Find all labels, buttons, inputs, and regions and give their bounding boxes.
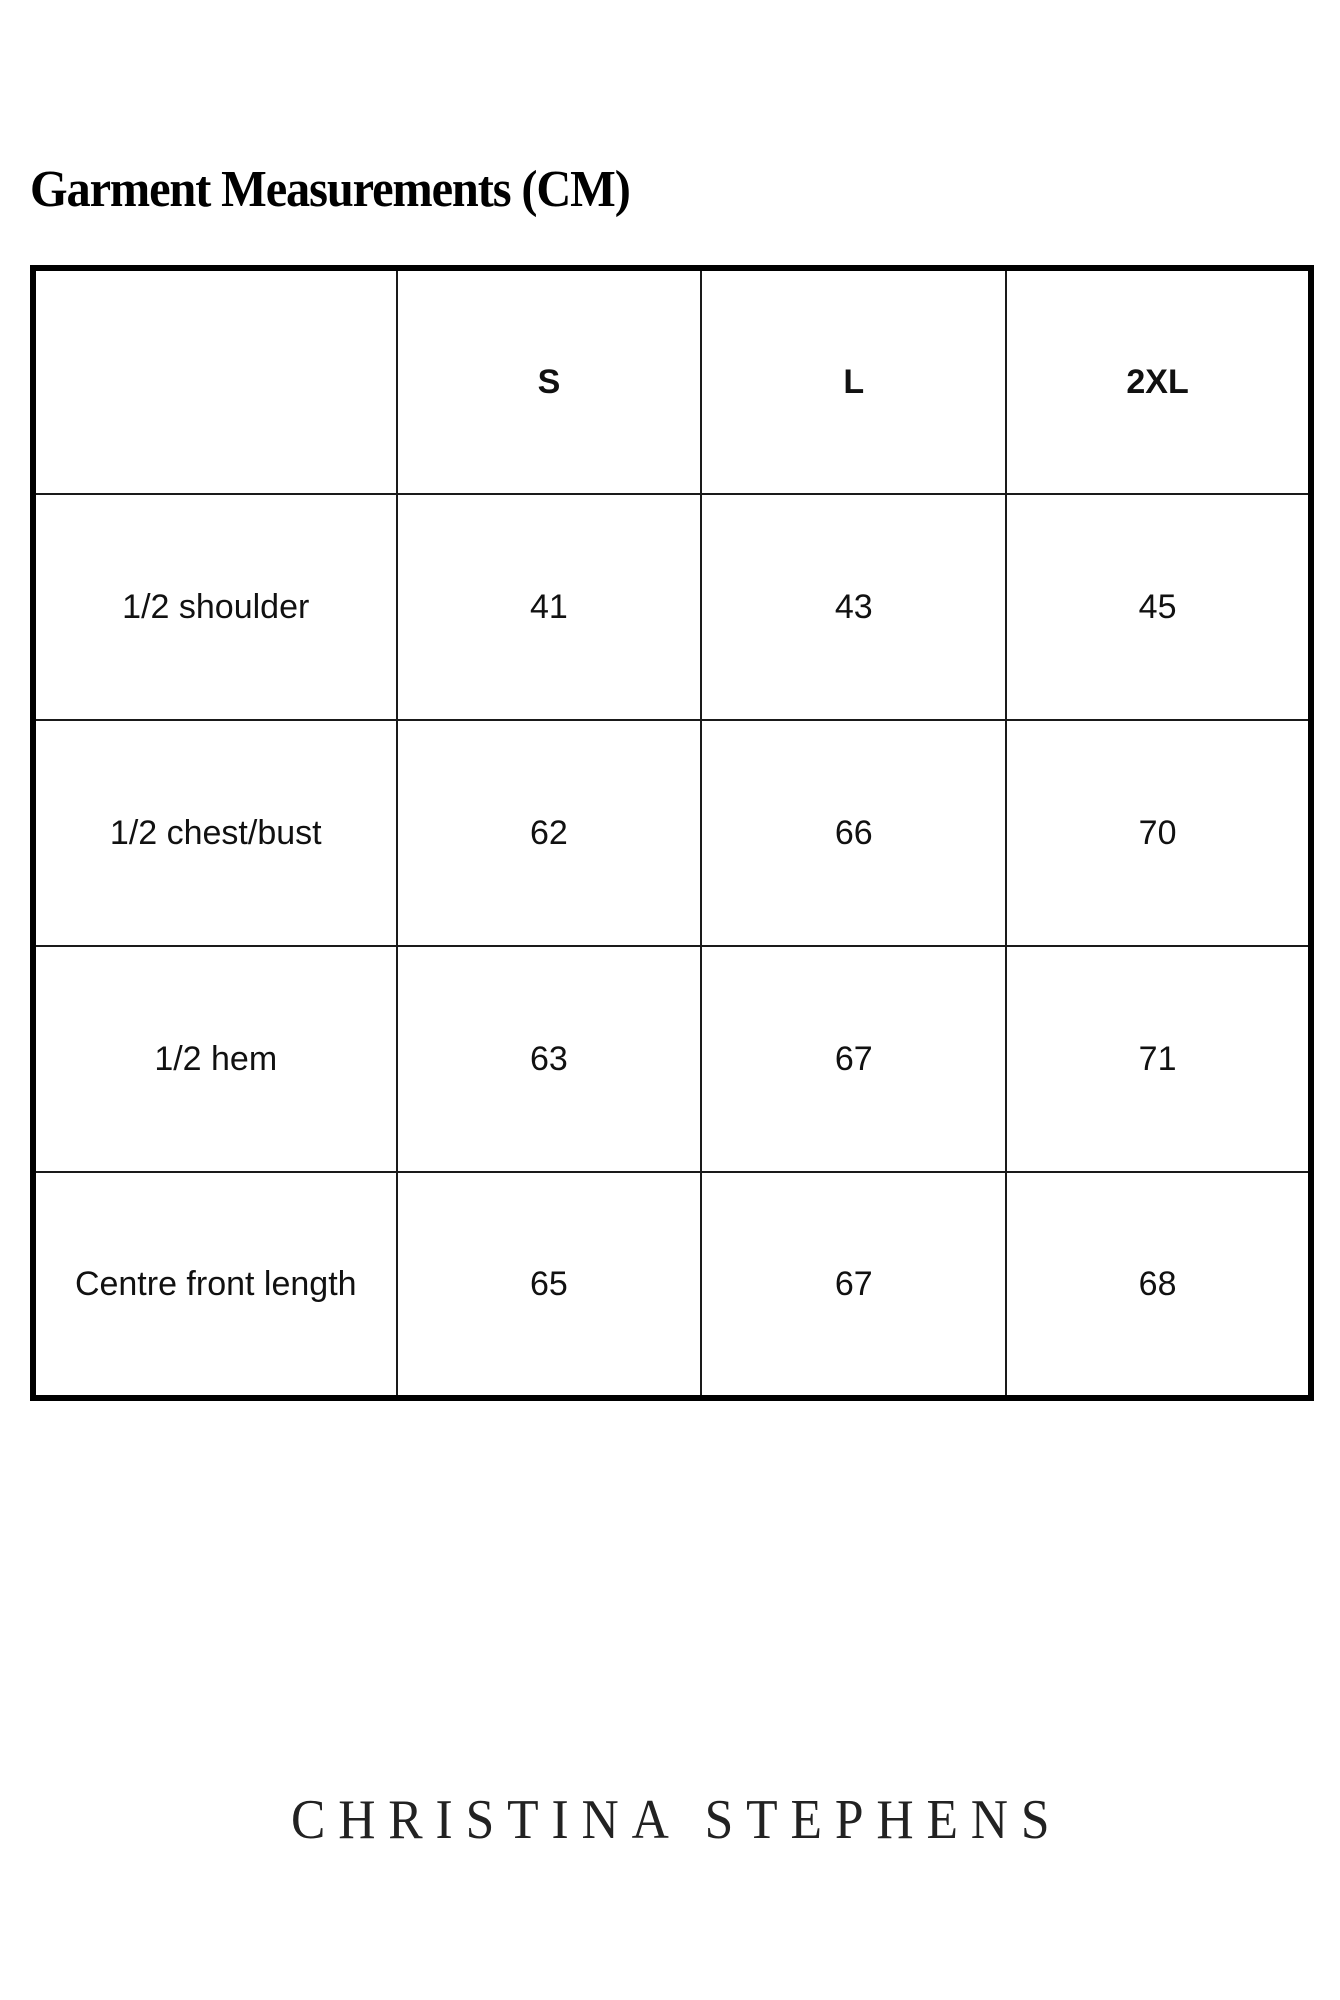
row-label-hem: 1/2 hem [33, 946, 397, 1172]
cell-hem-s: 63 [397, 946, 702, 1172]
size-header-s: S [397, 268, 702, 494]
cell-length-s: 65 [397, 1172, 702, 1398]
cell-shoulder-s: 41 [397, 494, 702, 720]
table-row [33, 946, 1311, 1172]
row-label-centre-front-length: Centre front length [33, 1172, 397, 1398]
table-header-row [33, 268, 1311, 494]
cell-chest-s: 62 [397, 720, 702, 946]
cell-hem-l: 67 [701, 946, 1006, 1172]
size-chart-table [30, 265, 1314, 1401]
cell-hem-2xl: 71 [1006, 946, 1311, 1172]
row-label-chest-bust: 1/2 chest/bust [33, 720, 397, 946]
size-header-l: L [701, 268, 1006, 494]
cell-chest-2xl: 70 [1006, 720, 1311, 946]
row-label-shoulder: 1/2 shoulder [33, 494, 397, 720]
corner-header-cell [33, 268, 397, 494]
table-row [33, 720, 1311, 946]
cell-length-2xl: 68 [1006, 1172, 1311, 1398]
table-row [33, 1172, 1311, 1398]
brand-name: CHRISTINA STEPHENS [290, 1789, 1063, 1851]
cell-length-l: 67 [701, 1172, 1006, 1398]
size-header-2xl: 2XL [1006, 268, 1311, 494]
page-title: Garment Measurements (CM) [30, 161, 630, 218]
table-row [33, 494, 1311, 720]
cell-shoulder-2xl: 45 [1006, 494, 1311, 720]
brand-logo [0, 1790, 1340, 1850]
cell-shoulder-l: 43 [701, 494, 1006, 720]
cell-chest-l: 66 [701, 720, 1006, 946]
